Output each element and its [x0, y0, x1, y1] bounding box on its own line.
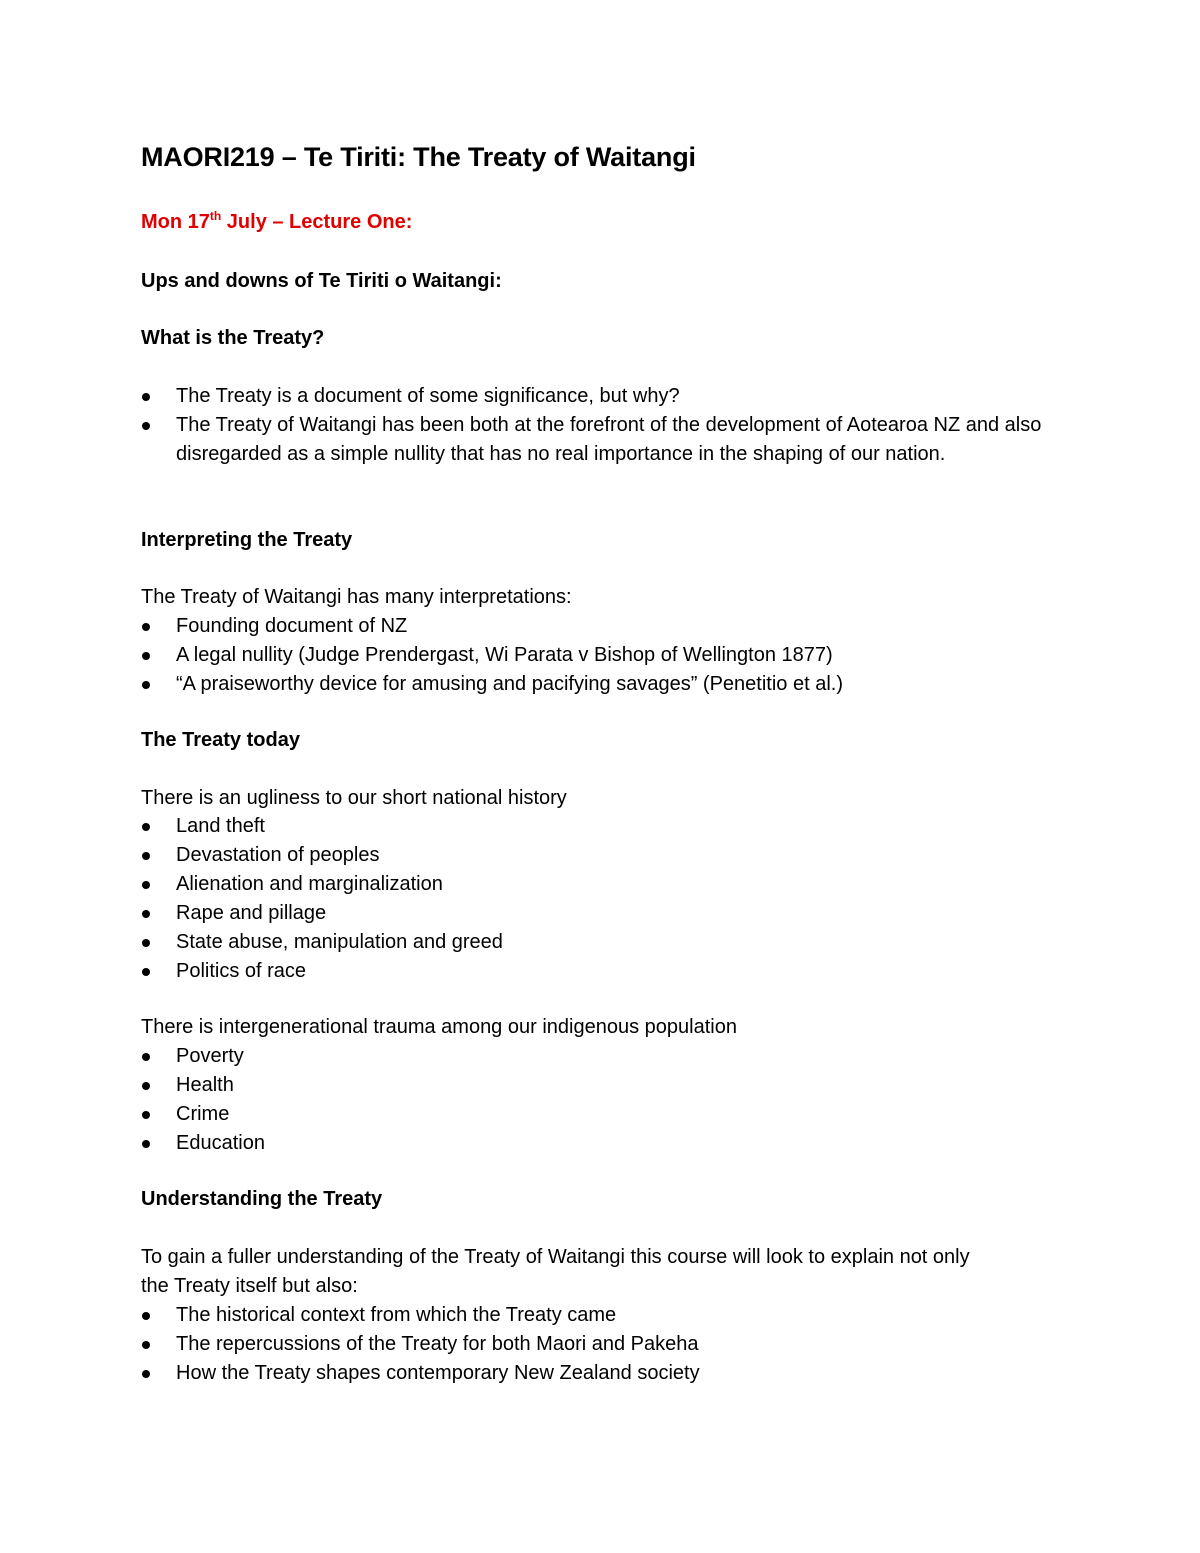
bullet-icon: [142, 852, 150, 860]
list-item: Crime: [141, 1100, 265, 1129]
bullet-icon: [142, 422, 150, 430]
bullet-icon: [142, 939, 150, 947]
list-item: Land theft: [141, 812, 503, 841]
lecture-heading: [141, 211, 412, 234]
interpreting-intro: The Treaty of Waitangi has many interpretations:: [141, 586, 572, 608]
list-item: Poverty: [141, 1042, 265, 1071]
what-list: [141, 382, 1056, 469]
bullet-icon: [142, 393, 150, 401]
list-item: State abuse, manipulation and greed: [141, 928, 503, 957]
lecture-date-superscript: th: [209, 209, 222, 223]
lecture-date-suffix: July – Lecture One:: [221, 211, 413, 233]
bullet-icon: [142, 1341, 150, 1349]
interpreting-heading: Interpreting the Treaty: [141, 529, 353, 551]
list-item: The repercussions of the Treaty for both Maori and Pakeha: [141, 1330, 700, 1359]
understanding-heading: Understanding the Treaty: [141, 1188, 383, 1210]
bullet-icon: [142, 910, 150, 918]
list-item: “A praiseworthy device for amusing and pacifying savages” (Penetitio et al.): [141, 670, 843, 699]
list-item: Founding document of NZ: [141, 612, 843, 641]
bullet-icon: [142, 968, 150, 976]
bullet-icon: [142, 1312, 150, 1320]
bullet-icon: [142, 823, 150, 831]
understanding-list: [141, 1301, 700, 1388]
list-item: Alienation and marginalization: [141, 870, 503, 899]
trauma-list: [141, 1042, 265, 1158]
ups-downs-heading: Ups and downs of Te Tiriti o Waitangi:: [141, 270, 502, 292]
list-item: How the Treaty shapes contemporary New Zealand society: [141, 1359, 700, 1388]
bullet-icon: [142, 681, 150, 689]
bullet-icon: [142, 1111, 150, 1119]
ugliness-list: [141, 812, 503, 986]
list-item: The historical context from which the Treaty came: [141, 1301, 700, 1330]
bullet-icon: [142, 1140, 150, 1148]
list-item: A legal nullity (Judge Prendergast, Wi Parata v Bishop of Wellington 1877): [141, 641, 843, 670]
understanding-intro-line: To gain a fuller understanding of the Treaty of Waitangi this course will look to explain not only: [141, 1246, 970, 1268]
today-intro-trauma: There is intergenerational trauma among our indigenous population: [141, 1016, 737, 1038]
list-item: The Treaty of Waitangi has been both at the forefront of the development of Aotearoa NZ and also disregarded as a simple nullity that has no real importance in the shaping of our nation.: [141, 411, 1056, 469]
list-item: Devastation of peoples: [141, 841, 503, 870]
list-item: Rape and pillage: [141, 899, 503, 928]
lecture-date-prefix: Mon 17: [141, 211, 210, 233]
list-item: Health: [141, 1071, 265, 1100]
bullet-icon: [142, 881, 150, 889]
bullet-icon: [142, 1370, 150, 1378]
list-item: The Treaty is a document of some significance, but why?: [141, 382, 1056, 411]
understanding-intro: [141, 1243, 970, 1301]
today-heading: The Treaty today: [141, 729, 300, 751]
interpreting-list: [141, 612, 843, 699]
bullet-icon: [142, 623, 150, 631]
list-item: Politics of race: [141, 957, 503, 986]
list-item: Education: [141, 1129, 265, 1158]
what-heading: What is the Treaty?: [141, 327, 325, 349]
bullet-icon: [142, 1082, 150, 1090]
today-intro-ugliness: There is an ugliness to our short national history: [141, 787, 567, 809]
document-title: MAORI219 – Te Tiriti: The Treaty of Waitangi: [141, 142, 696, 172]
understanding-intro-line: the Treaty itself but also:: [141, 1275, 358, 1297]
bullet-icon: [142, 652, 150, 660]
bullet-icon: [142, 1053, 150, 1061]
